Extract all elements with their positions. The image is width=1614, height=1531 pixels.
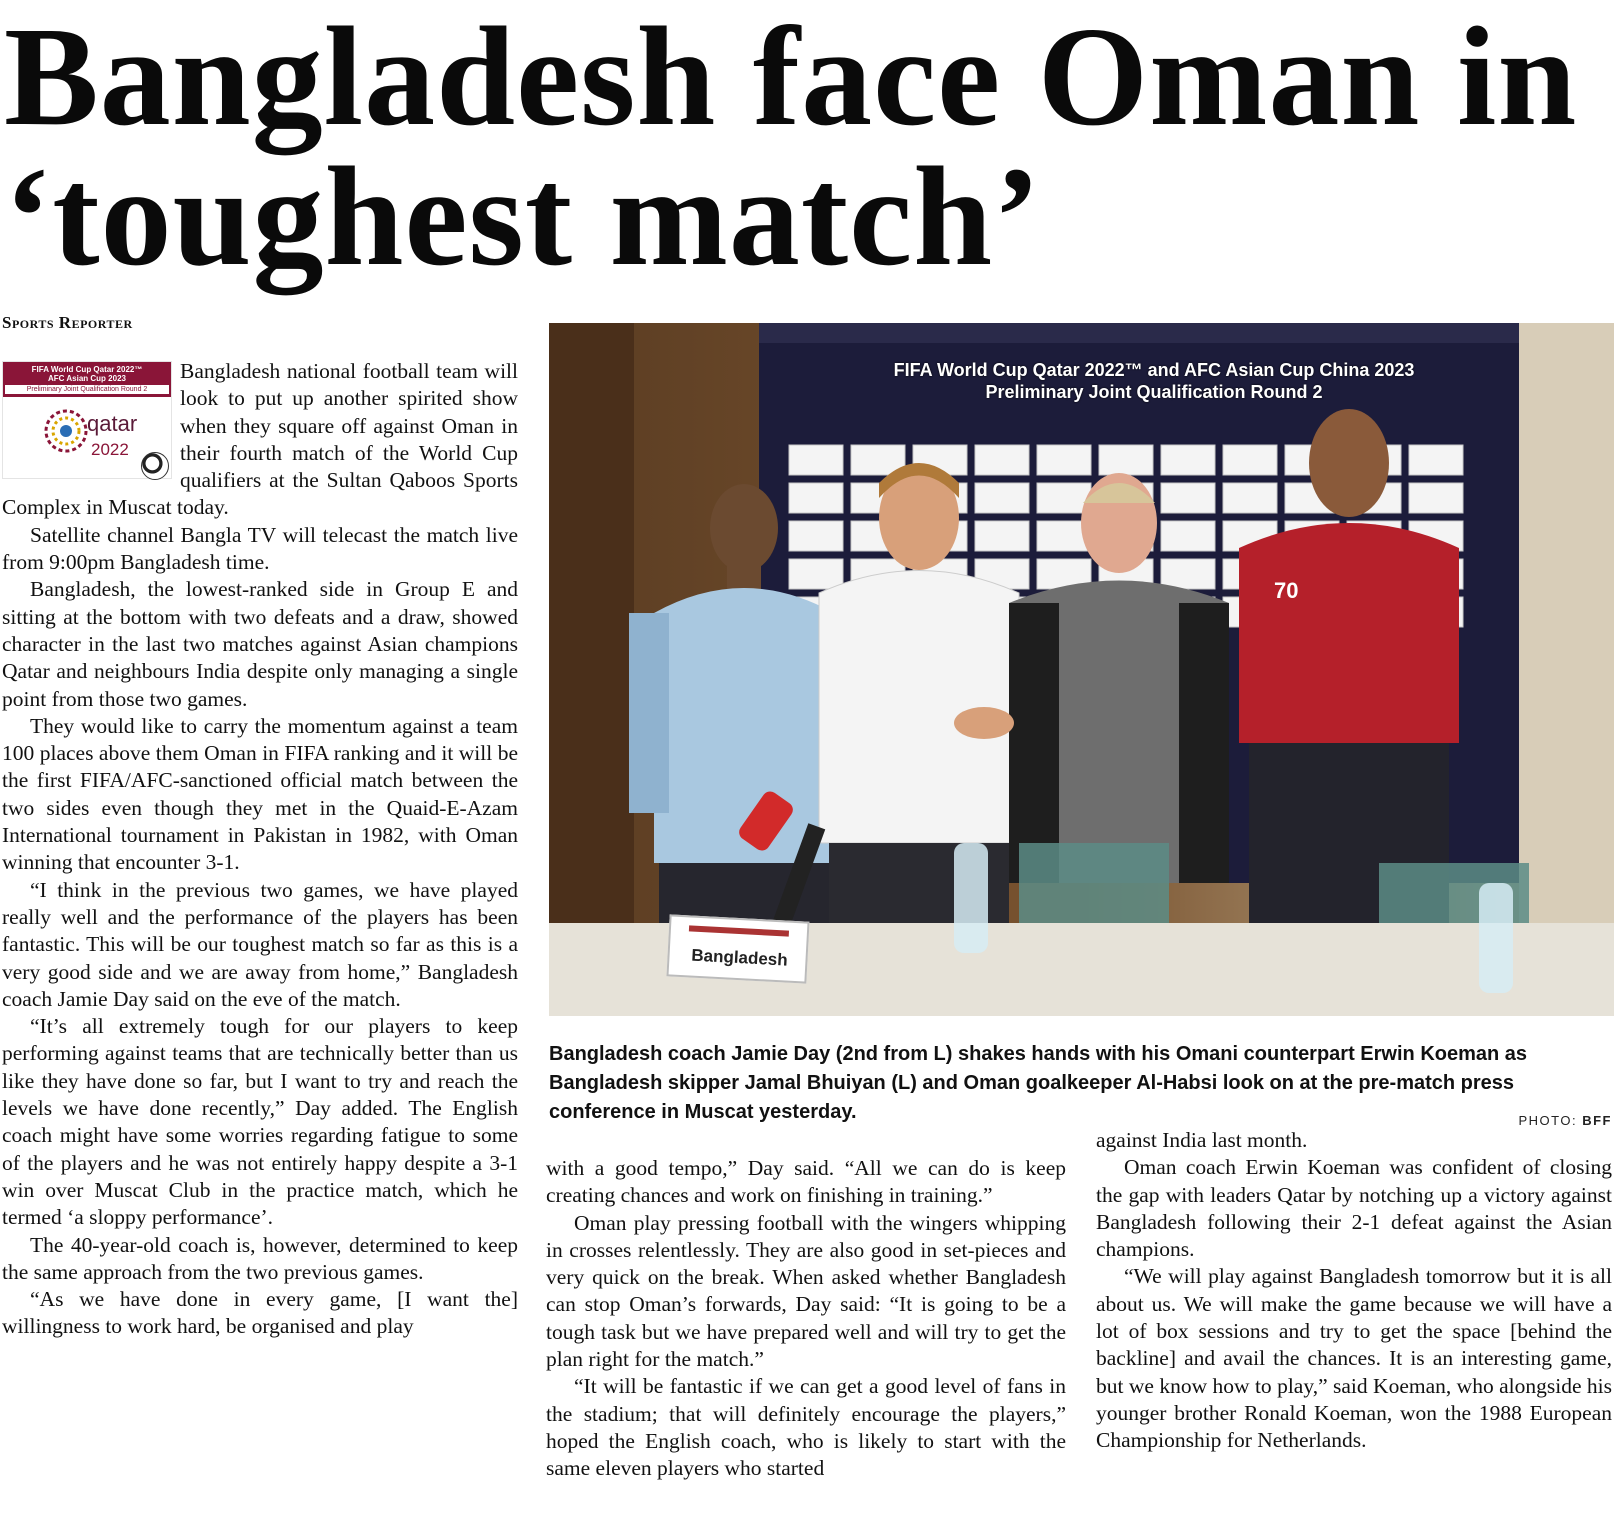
paragraph: with a good tempo,” Day said. “All we can do is keep creating chances and work on finishing in training.”	[546, 1156, 1066, 1208]
photo-scene	[549, 323, 1614, 1016]
paragraph: “I think in the previous two games, we have played really well and the performance of the players has been fantastic. This will be our toughest match so far as this is a very good side and we are away from home,” Bangladesh coach Jamie Day said on the eve of the match.	[2, 877, 518, 1011]
logo-banner-line3: Preliminary Joint Qualification Round 2	[5, 385, 169, 394]
logo-banner-line1: FIFA World Cup Qatar 2022™	[31, 365, 143, 374]
paragraph: “It will be fantastic if we can get a good level of fans in the stadium; that will definitely encourage the players,” hoped the English coach, who is likely to start with the same eleven players who started	[546, 1374, 1066, 1481]
football-icon	[141, 452, 169, 480]
logo-brand: qatar	[87, 411, 138, 436]
bangladesh-nameplate	[666, 914, 809, 983]
photo-credit-label: PHOTO:	[1518, 1113, 1578, 1128]
article-column-2	[546, 1155, 1066, 1525]
nameplate-emblem	[689, 925, 789, 936]
paragraph: against India last month.	[1096, 1128, 1308, 1152]
backdrop-title-line1: FIFA World Cup Qatar 2022™ and AFC Asian Cup China 2023	[893, 360, 1415, 380]
water-bottle	[1479, 883, 1513, 993]
paragraph: Oman coach Erwin Koeman was confident of closing the gap with leaders Qatar by notching up a victory against Bangladesh following their 2-1 defeat against the Asian champions.	[1096, 1155, 1612, 1262]
paragraph: “As we have done in every game, [I want the] willingness to work hard, be organised and play	[2, 1287, 518, 1339]
logo-banner	[3, 362, 171, 397]
jersey-number: 70	[1274, 578, 1299, 603]
byline: Sports Reporter	[2, 313, 133, 332]
paragraph: Bangladesh, the lowest-ranked side in Group E and sitting at the bottom with two defeats and a draw, showed character in the last two matches against Asian champions Qatar and neighbours India despite only managing a single point from those two games.	[2, 577, 518, 711]
article-column-1	[2, 358, 518, 1530]
handshake	[954, 707, 1014, 739]
paragraph: Satellite channel Bangla TV will telecast the match live from 9:00pm Bangladesh time.	[2, 522, 518, 575]
paragraph: Bangladesh national football team will look to put up another spirited show when they square off against Oman in their fourth match of the World Cup qualifiers at the Sultan Qaboos Sports Complex in Muscat today.	[2, 359, 518, 520]
qatar-emblem-icon	[43, 408, 89, 454]
nameplate-text: Bangladesh	[690, 945, 789, 970]
paragraph: “It’s all extremely tough for our players to keep performing against teams that are technically better than us like they have done so far, but I want to try and reach the levels we have done recently,” Day added. The English coach might have some worries regarding fatigue to some of the players and he was not entirely happy despite a 3-1 win over Muscat Club in the practice match, which he termed ‘a sloppy performance’.	[2, 1014, 518, 1230]
backdrop-title-line2: Preliminary Joint Qualification Round 2	[985, 382, 1323, 402]
press-conference-photo	[549, 323, 1614, 1016]
paragraph: “We will play against Bangladesh tomorrow but it is all about us. We will make the game because we will have a lot of box sessions and try to get the space [behind the backline] and avail the chances. It is an interesting game, but we know how to play,” said Koeman, who alongside his younger brother Ronald Koeman, won the 1988 European Championship for Netherlands.	[1096, 1264, 1612, 1453]
backdrop-title	[794, 359, 1514, 403]
photo-credit-source: BFF	[1582, 1113, 1612, 1128]
photo-caption: Bangladesh coach Jamie Day (2nd from L) shakes hands with his Omani counterpart Erwin Koeman as Bangladesh skipper Jamal Bhuiyan (L) and Oman goalkeeper Al-Habsi look on at the pre-match press conference in Muscat yesterday.	[549, 1043, 1528, 1123]
paragraph: Oman play pressing football with the wingers whipping in crosses relentlessly. They are also good in set-pieces and very quick on the break. When asked whether Bangladesh can stop Oman’s forwards, Day said: “It is going to be a tough task but we have prepared well and will try to get the plan right for the match.”	[546, 1210, 1066, 1372]
article-column-3	[1096, 1127, 1612, 1527]
paragraph: The 40-year-old coach is, however, determined to keep the same approach from the two previous games.	[2, 1232, 518, 1284]
photo-credit	[1518, 1113, 1612, 1128]
water-bottle	[954, 843, 988, 953]
headline: Bangladesh face Oman in ‘toughest match’	[4, 0, 1578, 295]
qualifier-logo	[2, 361, 172, 479]
logo-year: 2022	[91, 440, 129, 459]
logo-banner-line2: AFC Asian Cup 2023	[48, 374, 126, 383]
paragraph: They would like to carry the momentum against a team 100 places above them Oman in FIFA ranking and it will be the first FIFA/AFC-sanctioned official match between the two sides even though they met in the Quaid-E-Azam International tournament in Pakistan in 1982, with Oman winning that encounter 3-1.	[2, 713, 518, 875]
